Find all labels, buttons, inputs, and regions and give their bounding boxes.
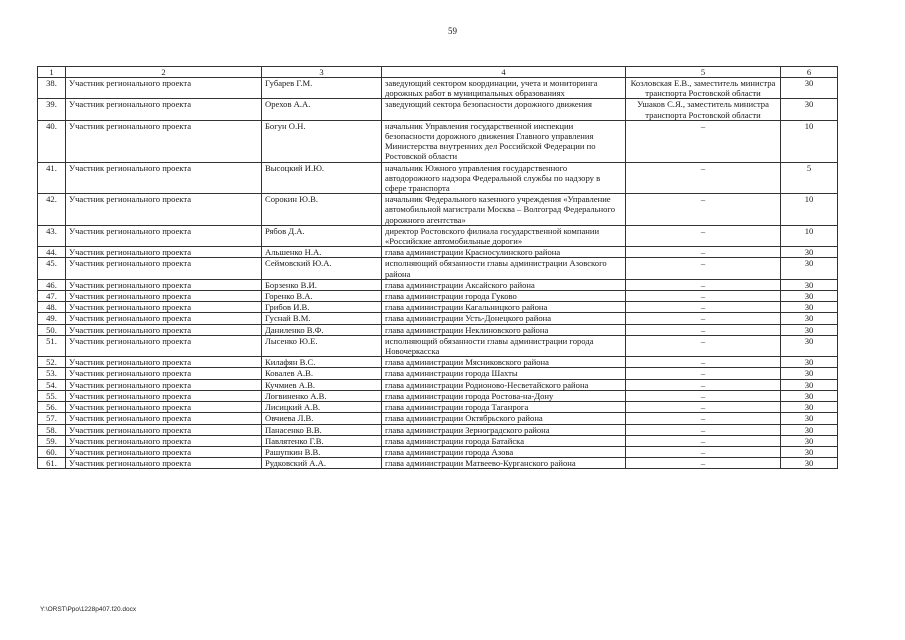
row-number: 61. <box>38 458 66 469</box>
table-row <box>38 120 838 162</box>
row-number: 44. <box>38 247 66 258</box>
role-cell: Участник регионального проекта <box>66 78 262 99</box>
name-cell: Сеймовский Ю.А. <box>262 258 382 279</box>
header-cell: 2 <box>66 67 262 78</box>
share-cell: 30 <box>781 368 838 379</box>
share-cell: 30 <box>781 302 838 313</box>
row-number: 43. <box>38 225 66 246</box>
table-row <box>38 357 838 368</box>
position-cell: заведующий сектором координации, учета и мониторинга дорожных работ в муниципальных образованиях <box>382 78 626 99</box>
position-cell: глава администрации Родионово-Несветайского района <box>382 379 626 390</box>
row-number: 46. <box>38 279 66 290</box>
role-cell: Участник регионального проекта <box>66 390 262 401</box>
role-cell: Участник регионального проекта <box>66 324 262 335</box>
share-cell: 30 <box>781 279 838 290</box>
position-cell: глава администрации Аксайского района <box>382 279 626 290</box>
header-row <box>38 67 838 78</box>
row-number: 47. <box>38 291 66 302</box>
role-cell: Участник регионального проекта <box>66 413 262 424</box>
row-number: 60. <box>38 446 66 457</box>
supervisor-cell: – <box>626 379 781 390</box>
table-row <box>38 368 838 379</box>
row-number: 42. <box>38 194 66 226</box>
share-cell: 30 <box>781 99 838 120</box>
position-cell: глава администрации Октябрьского района <box>382 413 626 424</box>
position-cell: глава администрации Неклиновского района <box>382 324 626 335</box>
position-cell: глава администрации Матвеево-Курганского района <box>382 458 626 469</box>
share-cell: 30 <box>781 379 838 390</box>
position-cell: директор Ростовского филиала государственной компании «Российские автомобильные дороги» <box>382 225 626 246</box>
role-cell: Участник регионального проекта <box>66 162 262 194</box>
supervisor-cell: – <box>626 357 781 368</box>
share-cell: 30 <box>781 247 838 258</box>
position-cell: глава администрации города Батайска <box>382 435 626 446</box>
header-cell: 3 <box>262 67 382 78</box>
table-row <box>38 413 838 424</box>
supervisor-cell: – <box>626 313 781 324</box>
name-cell: Горенко В.А. <box>262 291 382 302</box>
position-cell: глава администрации Кагальницкого района <box>382 302 626 313</box>
role-cell: Участник регионального проекта <box>66 120 262 162</box>
position-cell: заведующий сектора безопасности дорожного движения <box>382 99 626 120</box>
name-cell: Орехов А.А. <box>262 99 382 120</box>
row-number: 59. <box>38 435 66 446</box>
table-row <box>38 194 838 226</box>
role-cell: Участник регионального проекта <box>66 435 262 446</box>
table-row <box>38 279 838 290</box>
row-number: 51. <box>38 335 66 356</box>
share-cell: 30 <box>781 446 838 457</box>
supervisor-cell: – <box>626 162 781 194</box>
role-cell: Участник регионального проекта <box>66 247 262 258</box>
supervisor-cell: – <box>626 279 781 290</box>
position-cell: глава администрации Красносулинского района <box>382 247 626 258</box>
header-cell: 4 <box>382 67 626 78</box>
position-cell: глава администрации Мясниковского района <box>382 357 626 368</box>
position-cell: глава администрации города Гуково <box>382 291 626 302</box>
position-cell: исполняющий обязанности главы администрации города Новочеркасска <box>382 335 626 356</box>
name-cell: Рашупкин В.В. <box>262 446 382 457</box>
supervisor-cell: – <box>626 291 781 302</box>
role-cell: Участник регионального проекта <box>66 99 262 120</box>
supervisor-cell: – <box>626 335 781 356</box>
supervisor-cell: – <box>626 247 781 258</box>
position-cell: начальник Управления государственной инспекции безопасности дорожного движения Главного управления Министерства внутренних дел Российской Федерации по Ростовской области <box>382 120 626 162</box>
name-cell: Павлятенко Г.В. <box>262 435 382 446</box>
share-cell: 10 <box>781 120 838 162</box>
share-cell: 30 <box>781 424 838 435</box>
table-row <box>38 99 838 120</box>
row-number: 41. <box>38 162 66 194</box>
position-cell: глава администрации Зерноградского района <box>382 424 626 435</box>
row-number: 56. <box>38 402 66 413</box>
share-cell: 10 <box>781 194 838 226</box>
header-cell: 5 <box>626 67 781 78</box>
row-number: 50. <box>38 324 66 335</box>
name-cell: Грибов И.В. <box>262 302 382 313</box>
role-cell: Участник регионального проекта <box>66 302 262 313</box>
share-cell: 30 <box>781 413 838 424</box>
participants-table <box>37 66 838 469</box>
position-cell: глава администрации Усть-Донецкого района <box>382 313 626 324</box>
table-row <box>38 247 838 258</box>
row-number: 54. <box>38 379 66 390</box>
position-cell: глава администрации города Ростова-на-Дону <box>382 390 626 401</box>
table-row <box>38 302 838 313</box>
role-cell: Участник регионального проекта <box>66 258 262 279</box>
name-cell: Высоцкий И.Ю. <box>262 162 382 194</box>
row-number: 57. <box>38 413 66 424</box>
table-row <box>38 291 838 302</box>
row-number: 58. <box>38 424 66 435</box>
row-number: 39. <box>38 99 66 120</box>
row-number: 55. <box>38 390 66 401</box>
name-cell: Килафян В.С. <box>262 357 382 368</box>
name-cell: Кучмиев А.В. <box>262 379 382 390</box>
role-cell: Участник регионального проекта <box>66 357 262 368</box>
role-cell: Участник регионального проекта <box>66 194 262 226</box>
name-cell: Богун О.Н. <box>262 120 382 162</box>
table-row <box>38 402 838 413</box>
table-row <box>38 424 838 435</box>
table-row <box>38 379 838 390</box>
row-number: 48. <box>38 302 66 313</box>
role-cell: Участник регионального проекта <box>66 379 262 390</box>
position-cell: начальник Федерального казенного учреждения «Управление автомобильной магистрали Москва – Волгоград Федерального дорожного агентства» <box>382 194 626 226</box>
share-cell: 10 <box>781 225 838 246</box>
supervisor-cell: – <box>626 458 781 469</box>
row-number: 38. <box>38 78 66 99</box>
share-cell: 30 <box>781 402 838 413</box>
role-cell: Участник регионального проекта <box>66 279 262 290</box>
share-cell: 30 <box>781 458 838 469</box>
row-number: 45. <box>38 258 66 279</box>
share-cell: 30 <box>781 435 838 446</box>
share-cell: 30 <box>781 335 838 356</box>
role-cell: Участник регионального проекта <box>66 402 262 413</box>
supervisor-cell: – <box>626 120 781 162</box>
table-row <box>38 390 838 401</box>
role-cell: Участник регионального проекта <box>66 225 262 246</box>
supervisor-cell: – <box>626 413 781 424</box>
share-cell: 30 <box>781 291 838 302</box>
table-row <box>38 162 838 194</box>
name-cell: Логвиненко А.В. <box>262 390 382 401</box>
supervisor-cell: – <box>626 368 781 379</box>
role-cell: Участник регионального проекта <box>66 368 262 379</box>
role-cell: Участник регионального проекта <box>66 458 262 469</box>
supervisor-cell: – <box>626 424 781 435</box>
name-cell: Рудковский А.А. <box>262 458 382 469</box>
name-cell: Панасенко В.В. <box>262 424 382 435</box>
supervisor-cell: – <box>626 446 781 457</box>
supervisor-cell: – <box>626 194 781 226</box>
supervisor-cell: – <box>626 390 781 401</box>
supervisor-cell: – <box>626 324 781 335</box>
table-row <box>38 225 838 246</box>
name-cell: Губарев Г.М. <box>262 78 382 99</box>
table-row <box>38 446 838 457</box>
file-path-footer: Y:\ORST\Ppo\1228p407.f20.docx <box>40 606 137 613</box>
header-cell: 6 <box>781 67 838 78</box>
name-cell: Гуснай В.М. <box>262 313 382 324</box>
share-cell: 30 <box>781 78 838 99</box>
supervisor-cell: – <box>626 225 781 246</box>
share-cell: 30 <box>781 357 838 368</box>
share-cell: 30 <box>781 324 838 335</box>
table-row <box>38 335 838 356</box>
position-cell: глава администрации города Шахты <box>382 368 626 379</box>
table-row <box>38 258 838 279</box>
name-cell: Даниленко В.Ф. <box>262 324 382 335</box>
name-cell: Лисицкий А.В. <box>262 402 382 413</box>
row-number: 52. <box>38 357 66 368</box>
table-row <box>38 78 838 99</box>
row-number: 53. <box>38 368 66 379</box>
name-cell: Сорокин Ю.В. <box>262 194 382 226</box>
share-cell: 5 <box>781 162 838 194</box>
supervisor-cell: – <box>626 302 781 313</box>
supervisor-cell: Козловская Е.В., заместитель министра транспорта Ростовской области <box>626 78 781 99</box>
name-cell: Альшенко Н.А. <box>262 247 382 258</box>
role-cell: Участник регионального проекта <box>66 446 262 457</box>
position-cell: глава администрации города Азова <box>382 446 626 457</box>
row-number: 49. <box>38 313 66 324</box>
role-cell: Участник регионального проекта <box>66 291 262 302</box>
share-cell: 30 <box>781 258 838 279</box>
share-cell: 30 <box>781 390 838 401</box>
table-row <box>38 324 838 335</box>
role-cell: Участник регионального проекта <box>66 313 262 324</box>
role-cell: Участник регионального проекта <box>66 335 262 356</box>
header-cell: 1 <box>38 67 66 78</box>
supervisor-cell: – <box>626 435 781 446</box>
name-cell: Борзенко В.И. <box>262 279 382 290</box>
share-cell: 30 <box>781 313 838 324</box>
position-cell: глава администрации города Таганрога <box>382 402 626 413</box>
row-number: 40. <box>38 120 66 162</box>
table-row <box>38 458 838 469</box>
supervisor-cell: – <box>626 258 781 279</box>
name-cell: Рябов Д.А. <box>262 225 382 246</box>
role-cell: Участник регионального проекта <box>66 424 262 435</box>
name-cell: Ковалев А.В. <box>262 368 382 379</box>
name-cell: Овчиева Л.В. <box>262 413 382 424</box>
position-cell: исполняющий обязанности главы администрации Азовского района <box>382 258 626 279</box>
page-number: 59 <box>448 26 457 36</box>
supervisor-cell: Ушаков С.Я., заместитель министра транспорта Ростовской области <box>626 99 781 120</box>
position-cell: начальник Южного управления государственного автодорожного надзора Федеральной службы по надзору в сфере транспорта <box>382 162 626 194</box>
table-row <box>38 435 838 446</box>
table-row <box>38 313 838 324</box>
supervisor-cell: – <box>626 402 781 413</box>
name-cell: Лысенко Ю.Е. <box>262 335 382 356</box>
